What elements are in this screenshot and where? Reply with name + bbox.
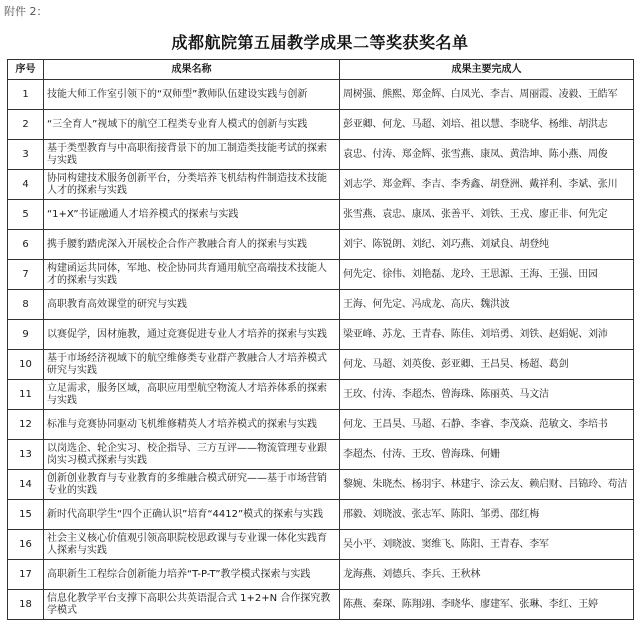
cell-no: 9 [8,320,44,350]
cell-no: 3 [8,140,44,170]
cell-no: 11 [8,380,44,410]
cell-name: 基于类型教育与中高职衔接背景下的加工制造类技能考试的探索与实践 [44,140,340,170]
table-row [8,530,634,560]
cell-people: 陈燕、秦琛、陈翔翊、李晓华、廖建军、张琳、李红、王婷 [340,590,634,620]
cell-people: 何先定、徐伟、刘艳磊、龙玲、王思源、王海、王强、田园 [340,260,634,290]
attachment-label: 附件 2： [4,5,48,18]
cell-name: 社会主义核心价值观引领高职院校思政课与专业课一体化实践育人探索与实践 [44,530,340,560]
header-no: 序号 [8,60,44,80]
table-row [8,290,634,320]
cell-no: 5 [8,200,44,230]
cell-people: 龙海燕、刘德兵、李兵、王秋林 [340,560,634,590]
header-people: 成果主要完成人 [340,60,634,80]
table-row [8,410,634,440]
cell-people: 王海、何先定、冯成龙、高庆、魏洪波 [340,290,634,320]
cell-name: 标准与竞赛协同驱动飞机维修精英人才培养模式的探索与实践 [44,410,340,440]
cell-no: 18 [8,590,44,620]
cell-people: 张雪燕、袁忠、康凤、张善平、刘铁、王戎、廖正非、何先定 [340,200,634,230]
table-row [8,110,634,140]
table-row [8,560,634,590]
cell-no: 17 [8,560,44,590]
cell-name: 立足需求，服务区域，高职应用型航空物流人才培养体系的探索与实践 [44,380,340,410]
header-name: 成果名称 [44,60,340,80]
cell-name: “1+X”书证融通人才培养模式的探索与实践 [44,200,340,230]
cell-no: 2 [8,110,44,140]
cell-name: 协同构建技术服务创新平台，分类培养飞机结构件制造技术技能人才的探索与实践 [44,170,340,200]
table-row [8,200,634,230]
cell-no: 1 [8,80,44,110]
cell-name: 技能大师工作室引领下的“双师型”教师队伍建设实践与创新 [44,80,340,110]
cell-people: 彭亚卿、何龙、马超、刘培、祖以慧、李晓华、杨维、胡洪志 [340,110,634,140]
cell-no: 13 [8,440,44,470]
table-row [8,140,634,170]
cell-people: 袁忠、付涛、郑金辉、张雪燕、康凤、黄浩坤、陈小燕、周俊 [340,140,634,170]
table-row [8,230,634,260]
cell-name: 高职教育高效课堂的研究与实践 [44,290,340,320]
table-row [8,500,634,530]
table-row [8,170,634,200]
table-row [8,590,634,620]
cell-no: 15 [8,500,44,530]
cell-no: 8 [8,290,44,320]
cell-name: 以岗选企、轮企实习、校企指导、三方互评——物流管理专业跟岗实习模式探索与实践 [44,440,340,470]
table-row [8,470,634,500]
table-row [8,320,634,350]
cell-no: 7 [8,260,44,290]
cell-name: 以赛促学，因材施教，通过竞赛促进专业人才培养的探索与实践 [44,320,340,350]
cell-people: 黎婉、朱晓杰、杨羽宇、林建宇、涂云友、赖启财、吕锦玲、苟洁 [340,470,634,500]
table-header-row [8,60,634,80]
cell-name: 创新创业教育与专业教育的多维融合模式研究——基于市场营销专业的实践 [44,470,340,500]
cell-name: 高职新生工程综合创新能力培养“T-P-T”教学模式探索与实践 [44,560,340,590]
cell-people: 李超杰、付涛、王玫、曾海珠、何姗 [340,440,634,470]
cell-no: 6 [8,230,44,260]
cell-name: 信息化教学平台支撑下高职公共英语混合式 1+2+N 合作探究教学模式 [44,590,340,620]
cell-name: 新时代高职学生“四个正确认识”培育“4412”模式的探索与实践 [44,500,340,530]
cell-no: 4 [8,170,44,200]
cell-people: 吴小平、刘晓波、窦维飞、陈阳、王青春、李军 [340,530,634,560]
cell-people: 刘宇、陈锐朗、刘纪、刘巧燕、刘斌良、胡登纯 [340,230,634,260]
cell-people: 邢毅、刘晓波、张志军、陈阳、邹勇、邵红梅 [340,500,634,530]
table-row [8,440,634,470]
cell-people: 刘志学、郑金辉、李吉、李秀鑫、胡登洲、戴祥利、李斌、张川 [340,170,634,200]
cell-name: 携手腰豹踏虎深入开展校企合作产教融合育人的探索与实践 [44,230,340,260]
cell-name: 构建函运共同体，军地、校企协同共育通用航空高端技术技能人才的探索与实践 [44,260,340,290]
cell-name: 基于市场经济视域下的航空维修类专业群产教融合人才培养模式研究与实践 [44,350,340,380]
cell-name: “三全育人”视域下的航空工程类专业育人模式的创新与实践 [44,110,340,140]
page-title: 成都航院第五届教学成果二等奖获奖名单 [171,33,469,52]
cell-people: 梁亚峰、苏龙、王青春、陈佳、刘培勇、刘铁、赵娟妮、刘沛 [340,320,634,350]
cell-no: 12 [8,410,44,440]
cell-no: 10 [8,350,44,380]
cell-people: 王玫、付涛、李超杰、曾海珠、陈丽英、马文洁 [340,380,634,410]
cell-no: 14 [8,470,44,500]
awards-table [7,59,634,620]
table-row [8,260,634,290]
table-row [8,80,634,110]
table-row [8,350,634,380]
cell-no: 16 [8,530,44,560]
cell-people: 周树强、熊熙、郑金辉、白凤光、李吉、周丽霞、凌毅、王皓军 [340,80,634,110]
table-row [8,380,634,410]
cell-people: 何龙、王昌昊、马超、石静、李睿、李茂焱、范敏文、李培书 [340,410,634,440]
cell-people: 何龙、马超、刘英俊、彭亚卿、王昌昊、杨超、葛剑 [340,350,634,380]
